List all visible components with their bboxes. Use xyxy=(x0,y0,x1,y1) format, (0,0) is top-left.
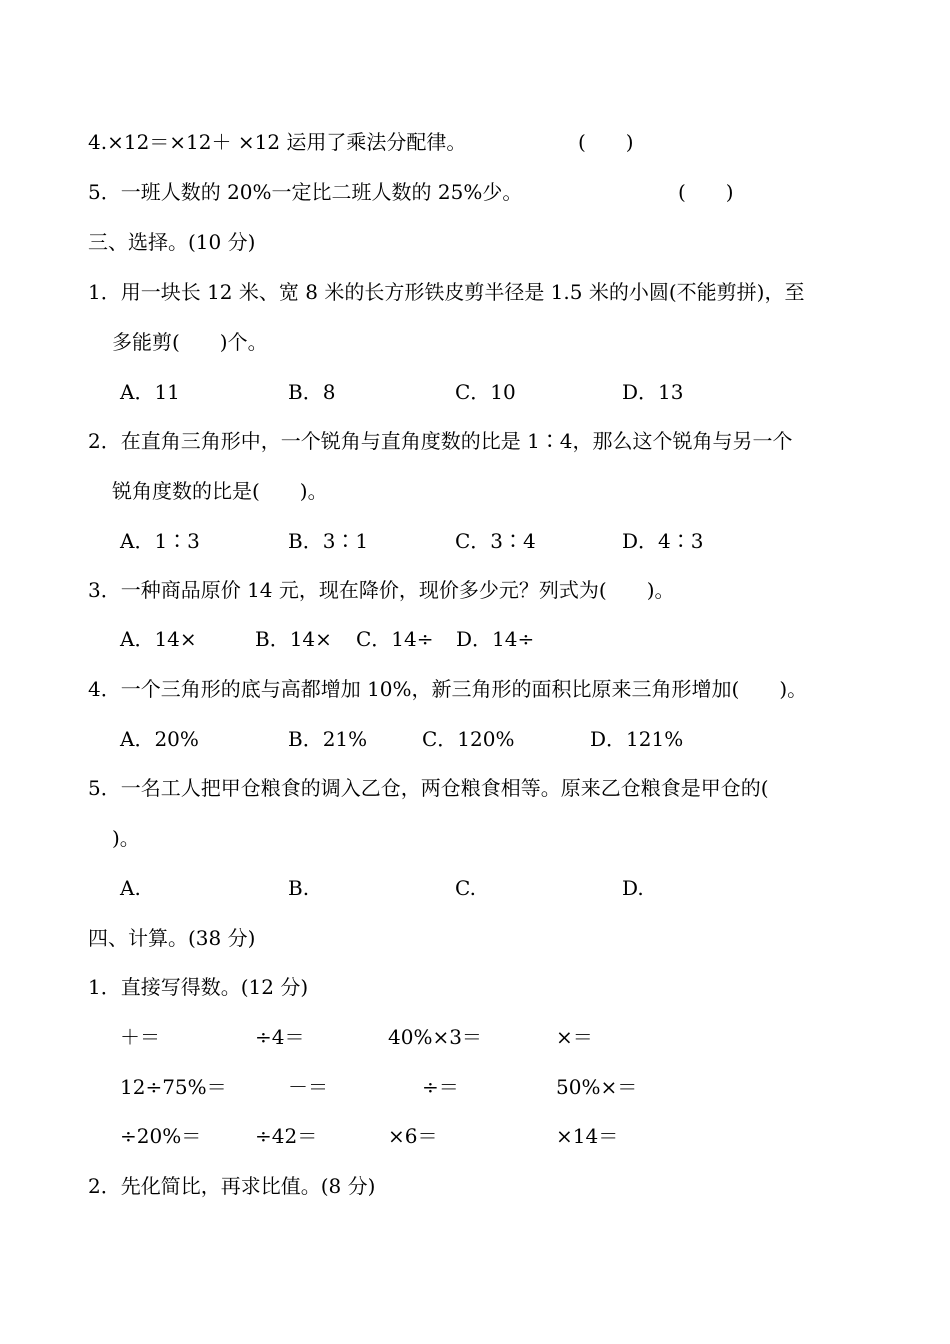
section3-heading: 三、选择。(10 分) xyxy=(88,230,256,254)
calc-r2-c3: ÷＝ xyxy=(422,1075,459,1099)
calc-r3-c3: ×6＝ xyxy=(388,1124,438,1148)
s3-q1-option-d: D．13 xyxy=(622,380,684,404)
calc-r1-c2: ÷4＝ xyxy=(255,1025,305,1049)
s3-q5-line1: 5．一名工人把甲仓粮食的调入乙仓，两仓粮食相等。原来乙仓粮食是甲仓的( xyxy=(88,776,769,800)
s3-q1-option-a: A．11 xyxy=(120,380,180,404)
s3-q3-option-d: D．14÷ xyxy=(456,627,535,651)
s3-q2-option-c: C．3∶4 xyxy=(455,529,536,553)
calc-r2-c4: 50%×＝ xyxy=(556,1075,638,1099)
calc-r1-c1: ＋＝ xyxy=(120,1025,160,1049)
s3-q2-option-b: B．3∶1 xyxy=(288,529,369,553)
calc-r1-c3: 40%×3＝ xyxy=(388,1025,482,1049)
calc-r1-c4: ×＝ xyxy=(556,1025,593,1049)
judge-q5-text: 5．一班人数的 20%一定比二班人数的 25%少。 xyxy=(88,180,523,204)
s3-q3-option-c: C．14÷ xyxy=(356,627,434,651)
s3-q4-option-c: C．120% xyxy=(422,727,515,751)
calc-r2-c2: －＝ xyxy=(288,1075,328,1099)
section4-heading: 四、计算。(38 分) xyxy=(88,926,256,950)
s4-sub1-title: 1．直接写得数。(12 分) xyxy=(88,975,309,999)
s3-q2-line1: 2．在直角三角形中，一个锐角与直角度数的比是 1∶4，那么这个锐角与另一个 xyxy=(88,429,793,453)
s3-q1-line2: 多能剪( )个。 xyxy=(112,330,268,354)
s3-q4-option-d: D．121% xyxy=(590,727,684,751)
s3-q4-option-a: A．20% xyxy=(120,727,199,751)
s3-q1-option-c: C．10 xyxy=(455,380,516,404)
s3-q5-option-a: A. xyxy=(120,876,141,900)
s3-q5-option-d: D. xyxy=(622,876,644,900)
judge-q4-text: 4.×12＝×12＋ ×12 运用了乘法分配律。 xyxy=(88,130,467,154)
calc-r2-c1: 12÷75%＝ xyxy=(120,1075,227,1099)
judge-q5-bracket: ( ) xyxy=(678,180,734,204)
s3-q3-line1: 3．一种商品原价 14 元，现在降价，现价多少元？列式为( )。 xyxy=(88,578,675,602)
s3-q4-line1: 4．一个三角形的底与高都增加 10%，新三角形的面积比原来三角形增加( )。 xyxy=(88,677,808,701)
s3-q2-option-d: D．4∶3 xyxy=(622,529,704,553)
s3-q5-option-c: C. xyxy=(455,876,476,900)
s3-q5-line2: )。 xyxy=(112,826,140,850)
calc-r3-c4: ×14＝ xyxy=(556,1124,619,1148)
s3-q3-option-b: B．14× xyxy=(255,627,332,651)
s3-q5-option-b: B. xyxy=(288,876,310,900)
judge-q4-bracket: ( ) xyxy=(578,130,634,154)
s4-sub2-title: 2．先化简比，再求比值。(8 分) xyxy=(88,1174,376,1198)
calc-r3-c2: ÷42＝ xyxy=(255,1124,318,1148)
s3-q1-option-b: B．8 xyxy=(288,380,336,404)
s3-q3-option-a: A．14× xyxy=(120,627,197,651)
calc-r3-c1: ÷20%＝ xyxy=(120,1124,202,1148)
s3-q4-option-b: B．21% xyxy=(288,727,368,751)
s3-q2-line2: 锐角度数的比是( )。 xyxy=(112,479,328,503)
s3-q1-line1: 1．用一块长 12 米、宽 8 米的长方形铁皮剪半径是 1.5 米的小圆(不能剪拼)，至 xyxy=(88,280,805,304)
s3-q2-option-a: A．1∶3 xyxy=(120,529,200,553)
